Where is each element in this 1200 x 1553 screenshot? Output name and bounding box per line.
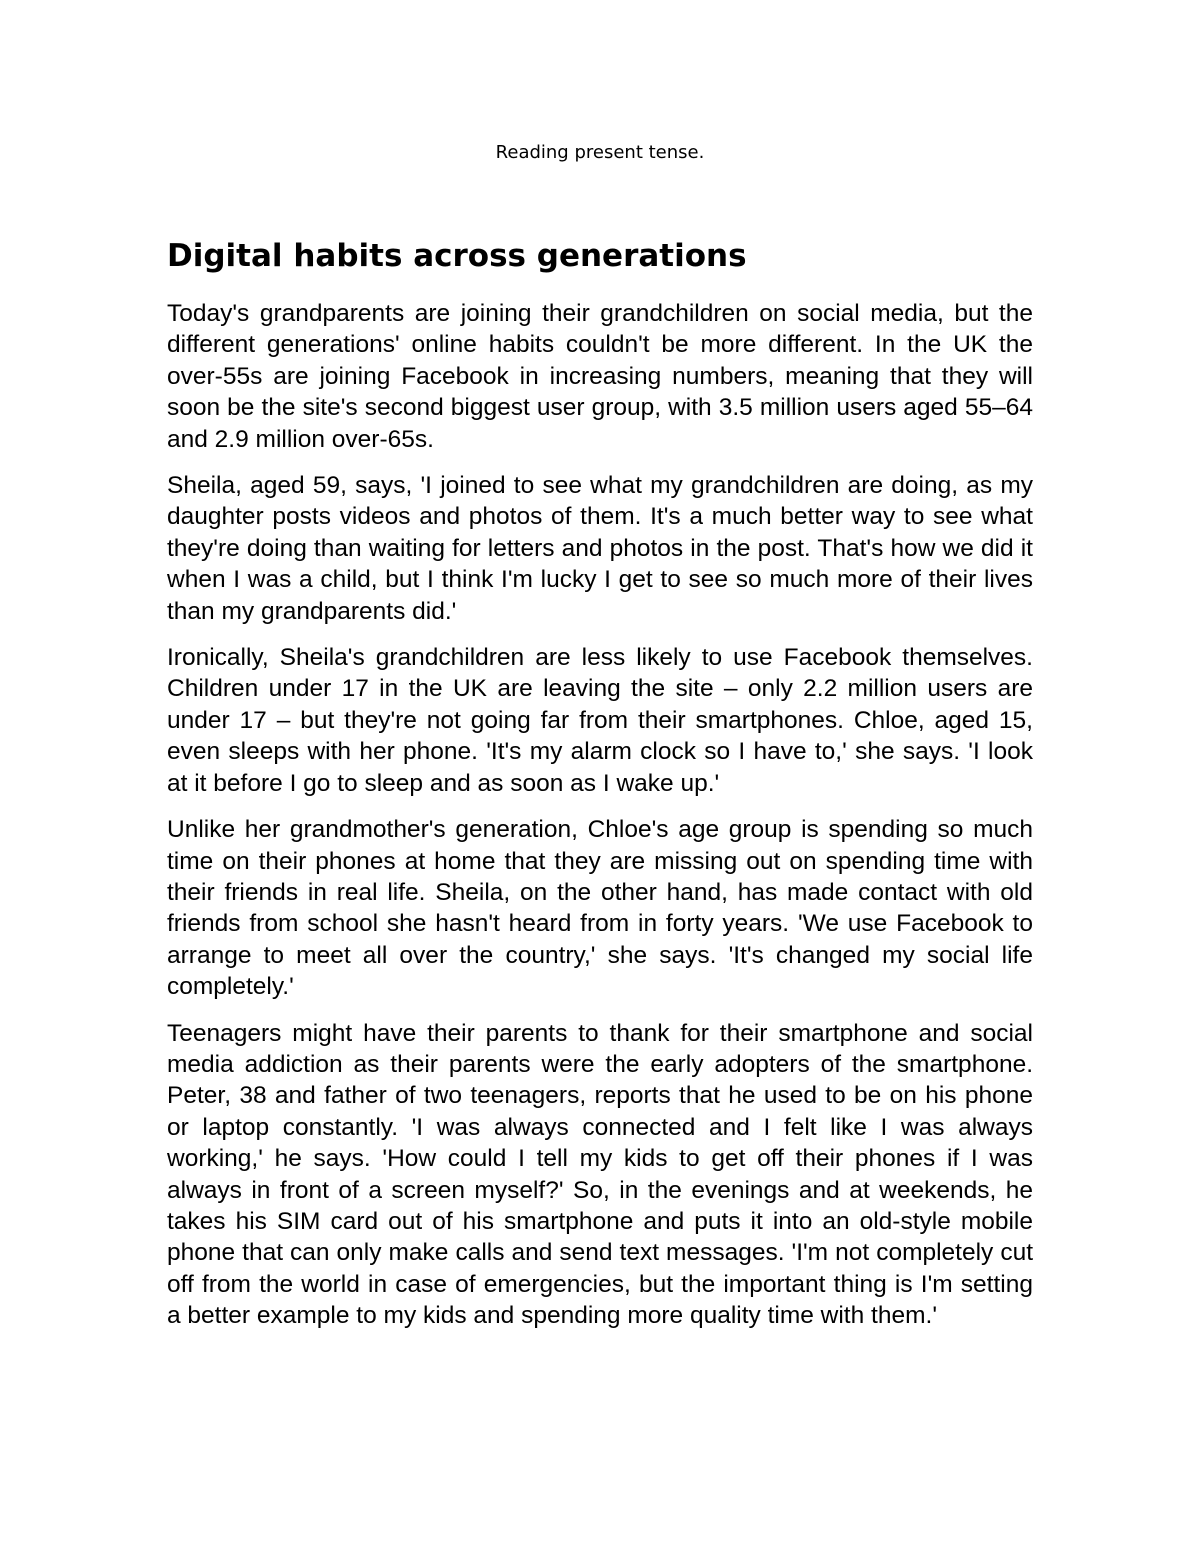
page-header-label: Reading present tense. [495, 142, 705, 163]
paragraph: Sheila, aged 59, says, 'I joined to see what my grandchildren are doing, as my daughter posts videos and photos of them. It's a much better way to see what they're doing than waiting for letters and photos in the post. That's how we did it when I was a child, but I think I'm lucky I get to see so much more of their lives than my grandparents did.' [167, 472, 1033, 625]
paragraph: Today's grandparents are joining their grandchildren on social media, but the different generations' online habits couldn't be more different. In the UK the over-55s are joining Facebook in increasing numbers, meaning that they will soon be the site's second biggest user group, with 3.5 million users aged 55–64 and 2.9 million over-65s. [167, 300, 1033, 453]
article-body [167, 298, 1033, 1332]
article-title: Digital habits across generations [167, 238, 747, 274]
paragraph: Unlike her grandmother's generation, Chloe's age group is spending so much time on their phones at home that they are missing out on spending time with their friends in real life. Sheila, on the other hand, has made contact with old friends from school she hasn't heard from in forty years. 'We use Facebook to arrange to meet all over the country,' she says. 'It's changed my social life completely.' [167, 816, 1033, 1001]
paragraph: Ironically, Sheila's grandchildren are less likely to use Facebook themselves. Children under 17 in the UK are leaving the site – only 2.2 million users are under 17 – but they're not going far from their smartphones. Chloe, aged 15, even sleeps with her phone. 'It's my alarm clock so I have to,' she says. 'I look at it before I go to sleep and as soon as I wake up.' [167, 644, 1033, 797]
paragraph: Teenagers might have their parents to thank for their smartphone and social media addiction as their parents were the early adopters of the smartphone. Peter, 38 and father of two teenagers, reports that he used to be on his phone or laptop constantly. 'I was always connected and I felt like I was always working,' he says. 'How could I tell my kids to get off their phones if I was always in front of a screen myself?' So, in the evenings and at weekends, he takes his SIM card out of his smartphone and puts it into an old-style mobile phone that can only make calls and send text messages. 'I'm not completely cut off from the world in case of emergencies, but the important thing is I'm setting a better example to my kids and spending more quality time with them.' [167, 1019, 1033, 1330]
